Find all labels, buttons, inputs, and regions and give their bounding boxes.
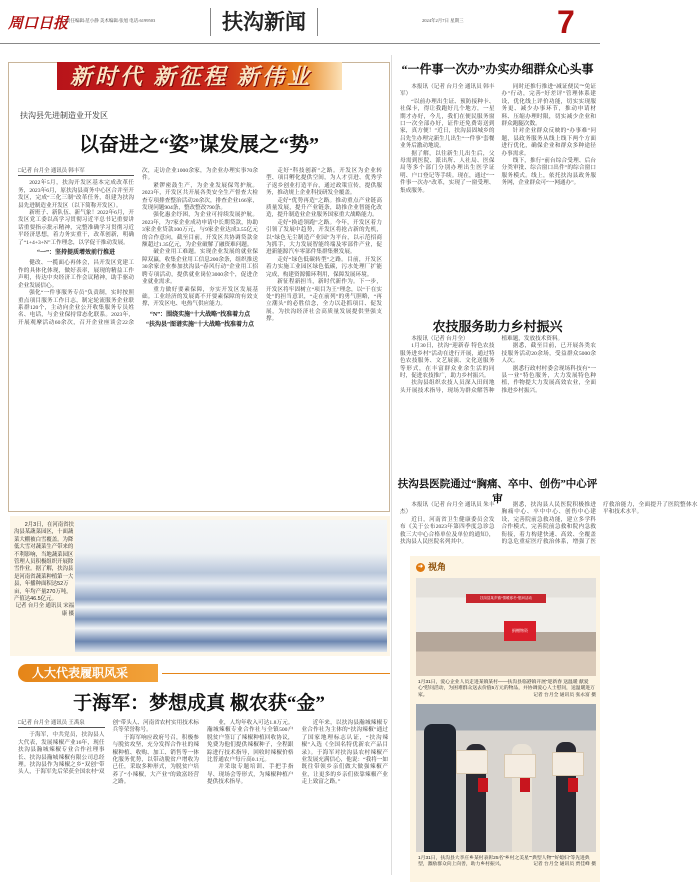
subhead-strategy: “扶沟县”图谱实施“十大战略”找准着力点 — [145, 322, 254, 329]
paragraph: 新征程新担当，新时代新作为。下一步，开发区将牢固树立“项目为王”理念，以“干在实处”的担当意识，“走在前列”的勇气胆略，“再立潮头”的必胜信念，全力以赴抓项目、促发展，为扶沟经济社会高质量发展提供坚强支撑。 — [266, 279, 382, 323]
photo-banner: 扶沟县某乡镇“情暖寒冬”慰问活动 — [466, 594, 546, 603]
paragraph: 紧锣密鼓生产，为企业发展保驾护航。2023年，开发区共开展各类安全生产督查大检查专项排查整治活动20余次，排查企业166家，发现问题904条，整改整改790条。 — [142, 182, 258, 212]
certificate-board — [504, 754, 536, 778]
right-article-3-body — [400, 502, 698, 554]
photo-credit: 记者 台月全 通讯员 贾佳峰 摄 — [533, 862, 596, 868]
paragraph: 据悉，扶沟县人民医院积极推进胸痛中心、卒中中心、创伤中心建设，完善院前急救功能，建立多学科合作模式，完善院前急救和院内急救衔接，着力构建快速、高效、全覆盖的急危重症医疗救治体系，增强了医疗救治能力，全面提升了医院整体水平和技术水平。 — [501, 502, 698, 546]
award-photo-caption — [418, 856, 596, 869]
right-headline-2: 农技服务助力乡村振兴 — [432, 319, 563, 334]
paragraph: 走好“科技创新”之路。开发区为企业转型、项目孵化提供空间，为人才引进、优秀学子返乡创业打造平台，通过政策宣传，提供服务，推动规上企业科技研发全覆盖。 — [266, 168, 382, 197]
article-kicker: 扶沟县先进制造业开发区 — [20, 111, 108, 120]
paragraph: 1月30日，扶沟“迎新春 特色农技服务进乡村”活动在进行开展，通过特色农技服务、文艺展演、文化送服务等形式，在丰富群众业余生活的同时，促进农技推广，助力乡村振兴。 — [400, 343, 495, 380]
byline: □记者 台月全 通讯员 王禹泉 — [18, 720, 105, 728]
paragraph: 针对企业群众反映的“办事难”问题，县政务服务从线上线下两个方面进行优化，确保企业和群众多种途径办事需求。 — [501, 128, 596, 157]
paragraph: “以前办理出生证、预防接种卡、社保卡，得让我跑好几个地方，一星期才办好，今儿，我们在便民服务窗口一次全部办好，证件还免费寄送到家，真方便！”近日，扶沟县固城乡的吕先生办理完新生儿出生“一件事”套餐业务后激动地说。 — [400, 98, 495, 150]
paragraph: 新班子、新队伍、新气象！2022年6月，开发区党工委以高学习贯彻习近平总书记重要讲话重要指示批示精神，完整准确学习贯彻习近平经济思想，着力务实重干，改革创新，明确了“1+4+3+N”工作理念，以学促干推动发展。 — [18, 210, 134, 246]
theme-banner-text: 新时代 新征程 新伟业 — [70, 64, 313, 89]
newspaper-logo: 周口日报 — [8, 16, 69, 32]
byline: 本报讯（记者 台月全 通讯员 朱丰杰） — [400, 502, 495, 516]
byline: 本报讯（记者 台月全） — [411, 336, 469, 342]
photo-credit: 记者 台月全 通讯员 宋福康 摄 — [15, 603, 74, 617]
main-article-body — [18, 168, 382, 500]
perspective-title-text: 视角 — [428, 562, 447, 572]
caption-text: 2月3日，在河南省扶沟县某蔬菜园区，十面蔬菜大棚被白雪覆盖。为降低大雪对蔬菜生产带来的不利影响，当地蔬菜园区管理人员积极组织开展除雪作业。据了解，扶沟县是河南省蔬菜种植第一大县，年播种面积达52万亩，年均产量270万吨，产值达46.5亿元。 — [14, 522, 74, 603]
paragraph: 健改、一揽面心再体会，昌开发区党建工作的具体化体现，做好表率，展现的精益工作声明，传达中央经济工作会议精神，助手驱动企业发展信心。 — [18, 260, 134, 289]
page-number: 7 — [557, 4, 575, 40]
paragraph: 据悉，截至目前，已开展各类农技服务活动20余场，受益群众5000余人次。 — [501, 343, 596, 365]
paragraph: 破企业用工难题。实现企业发展的就业保障双赢，收集企业用工信息200余条，组织推送30余家企业参加扶沟县“春风行动”企业用工招聘专项活动，提供就业岗位3000余个，促进企业就业需求。 — [142, 249, 258, 286]
npc-headline: 于海军：梦想成真 椒农获“金” — [73, 693, 325, 714]
donation-board: 捐赠物资 — [504, 621, 536, 641]
paragraph: 强化“一件事服务专员”负责制，实时按照重点项目服务工作日志，制定轮流服务企业联系群120个，主动向企业公开收集服务专员姓名、电话，与企业保持常态化联系。2023年，开展观摩活动60余次，召开企业座谈会22余次，走访企业1000余家，为企业办理实事70余件。 — [18, 168, 258, 326]
red-certificate — [520, 778, 530, 792]
paragraph: 据悉行政村村委会现场科技有“一县一业”特色服务，大力发展特色种植，作物提大力发展高效农业，全面推进乡村振兴。 — [501, 365, 596, 394]
column-divider — [391, 55, 392, 875]
main-headline: 以奋进之“姿”谋发展之“势” — [79, 134, 319, 156]
certificate-board — [456, 750, 488, 774]
column-banner-text: 人大代表履职风采 — [32, 666, 129, 680]
certificate-board — [552, 752, 584, 776]
paragraph: 走好“优势再造”之路。推动重点产业链高质量发展，提升产业链条，助推企业智能化改造，提升制造业企业服务国家重大战略能力。 — [266, 197, 382, 219]
byline: 本报讯（记者 台月全 通讯员 韩丰军） — [400, 84, 495, 98]
caption-text: 1月31日，爱心企业人员走进某镇某村——扶沟县临港镇开展“迎新春 送温暖 献爱心”慰问活动，为困难群众送去价值5万元的物品，并协调爱心人士慰问，送温暖进万家。 — [418, 680, 595, 698]
paragraph: 并采取专题培训、手把手指导、现场会等形式，为辣椒种植户提供技术指导。 — [207, 764, 294, 786]
paragraph: 近年来，以扶沟县瀚城辣椒专业合作社为主体的“扶沟辣椒”通过了国家地理标志认证，“扶沟辣椒”入选《全国名特优新农产品目录》。于海军对扶沟县农村辣椒产业发展充满信心，他说：“我将一如既往带领乡亲们做大做强辣椒产业，让更多的乡亲们依靠辣椒产业走上致富之路。” — [301, 720, 388, 786]
paragraph: 强化惠企纾困，为企业可持续发展护航。2023年，为7家企业成功申请中长期贷款，协助3家企业贷款100万元，与9家企业达成3.55亿元的合作意向，截至目前，开发区共协调贷款金额超过1.35亿元，为企业破解了融资难问题。 — [142, 212, 258, 249]
npc-article-body — [18, 720, 388, 880]
section-title: 扶沟新闻 — [210, 8, 318, 36]
subhead: “一”：坚持提质增效前行推进 — [36, 250, 115, 257]
paragraph: 同时还推行推进“减证便民”“免证办”行动，完善“好差评”管理体系建设，优化线上评价功能，切实实现服务更、减少办事环节，推动申请材料、压缩办理时限，切实减少企业和群众跑腿次数。 — [501, 84, 596, 128]
person — [424, 724, 456, 852]
paragraph: 重力做好要素保障，夯实开发区发展基础。工业经济的发展离不开要素保障的有效支撑，开发区电、电热气供应能力。 — [142, 286, 258, 308]
issue-date: 2024年2月7日 星期三 — [422, 18, 464, 23]
arrow-circle-icon: ➜ — [417, 564, 424, 571]
editors-info: 责任编辑:范小静 美术编辑:张旭 电话:6199503 — [66, 18, 156, 23]
paragraph: 于海军，中共党员，扶沟县人大代表，发展辣椒产业16年，现任扶沟县瀚城辣椒专业合作社理事长、扶沟县瀚城辣椒有限公司总经理。扶沟县作为辣椒之乡“双创”带头人，于海军先后荣获全国农村“双创”带头人、河南省农村实用技术标兵等荣誉称号。 — [18, 720, 199, 776]
award-photo — [416, 704, 596, 852]
right-article-2-body — [400, 336, 596, 464]
perspective-title — [416, 560, 446, 573]
right-headline-3: 扶沟县医院通过“胸痛、卒中、创伤”中心评审 — [397, 479, 598, 505]
subhead: “N”：围绕实施“十大战略”找准着力点 — [149, 311, 251, 318]
paragraph: 业，人均年收入可达1.8万元。瀚城辣椒专业合作社与全镇500户脱贫户签订了辣椒种植回收协议，免费为他们提供辣椒种子，全程跟踪进行技术指导，回收时辣椒价格比普通农户每斤高0.1元。 — [207, 720, 294, 764]
paragraph: 走好“绿色低碳转型”之路。目前，开发区着力实施工业园区绿色低碳，污水处理厂扩能完成，构建资源循环利用，保障发展环境。 — [266, 256, 382, 278]
red-certificate — [568, 778, 578, 792]
paragraph: 于海军响应政府号召，积极参与脱贫攻坚，充分发挥合作社的辣椒种植、收购、加工、销售等一体化服务优势，以带动脱贫户增收为已任，采取多种形式，为脱贫户培养了“小辣椒，大产业”的致富经营之路。 — [112, 734, 199, 786]
paragraph: 走好“换道领跑”之路。今年，开发区着力引领了发展中趋势，开发区将抢占新的先机，以“绿色无尘制造产业园”为平台，以示范招商为抓手，大力发展智能终端及零部件产业，促进新能源汽车零部件集群集聚发展。 — [266, 219, 382, 256]
donation-photo-caption — [418, 680, 596, 699]
paragraph: 2022年5月，扶沟开发区基本完成改革任务，2023年6月，原扶沟县商务中心区合并至开发区，完成“三化三制”改革任务，组建为扶沟县先进制造业开发区（以下简称开发区）。 — [18, 180, 134, 209]
right-headline-1: “一件事一次办”办实办细群众心头事 — [401, 62, 594, 76]
paragraph: 线下，推行“前台综合受理、后台分类审批、综合窗口出件”的综合窗口服务模式。线上，依托扶沟县政务服务网，企业群众可“一网通办”。 — [501, 158, 596, 187]
paragraph: 据了解，以往新生儿出生后，父母需到医院、派出所、人社局、医保局等多个部门分别办理出生医学证明、户口登记等手续。现在，通过“一件事一次办”改革，实现了一窗受理、集成服务。 — [400, 150, 495, 194]
paragraph: 扶沟县组织农技人员深入田间地头开展技术指导，现场为群众解答种植难题，发放技术资料。 — [400, 336, 564, 394]
caption-text: 1月31日，扶沟县大李庄乡某村表彰25名“乡村之美星”“典型人物”“好媳妇”等先进典型，激励群众向上向善，助力乡村振兴。 — [418, 856, 590, 868]
divider — [162, 673, 390, 674]
photo-credit: 记者 台月全 通讯员 张永富 摄 — [533, 692, 596, 698]
red-certificate — [478, 778, 488, 792]
snow-greenhouse-photo — [75, 520, 387, 652]
byline: □记者 台月全 通讯员 韩丰军 — [18, 168, 134, 176]
right-article-1-body — [400, 84, 596, 299]
snow-photo-caption — [14, 522, 74, 618]
paragraph: 近日，河南省卫生健康委员会发布《关于公布2023年第四季度急诊急救三大中心合格单位及单位的通知》，扶沟县人民医院名列其中。 — [400, 516, 495, 546]
